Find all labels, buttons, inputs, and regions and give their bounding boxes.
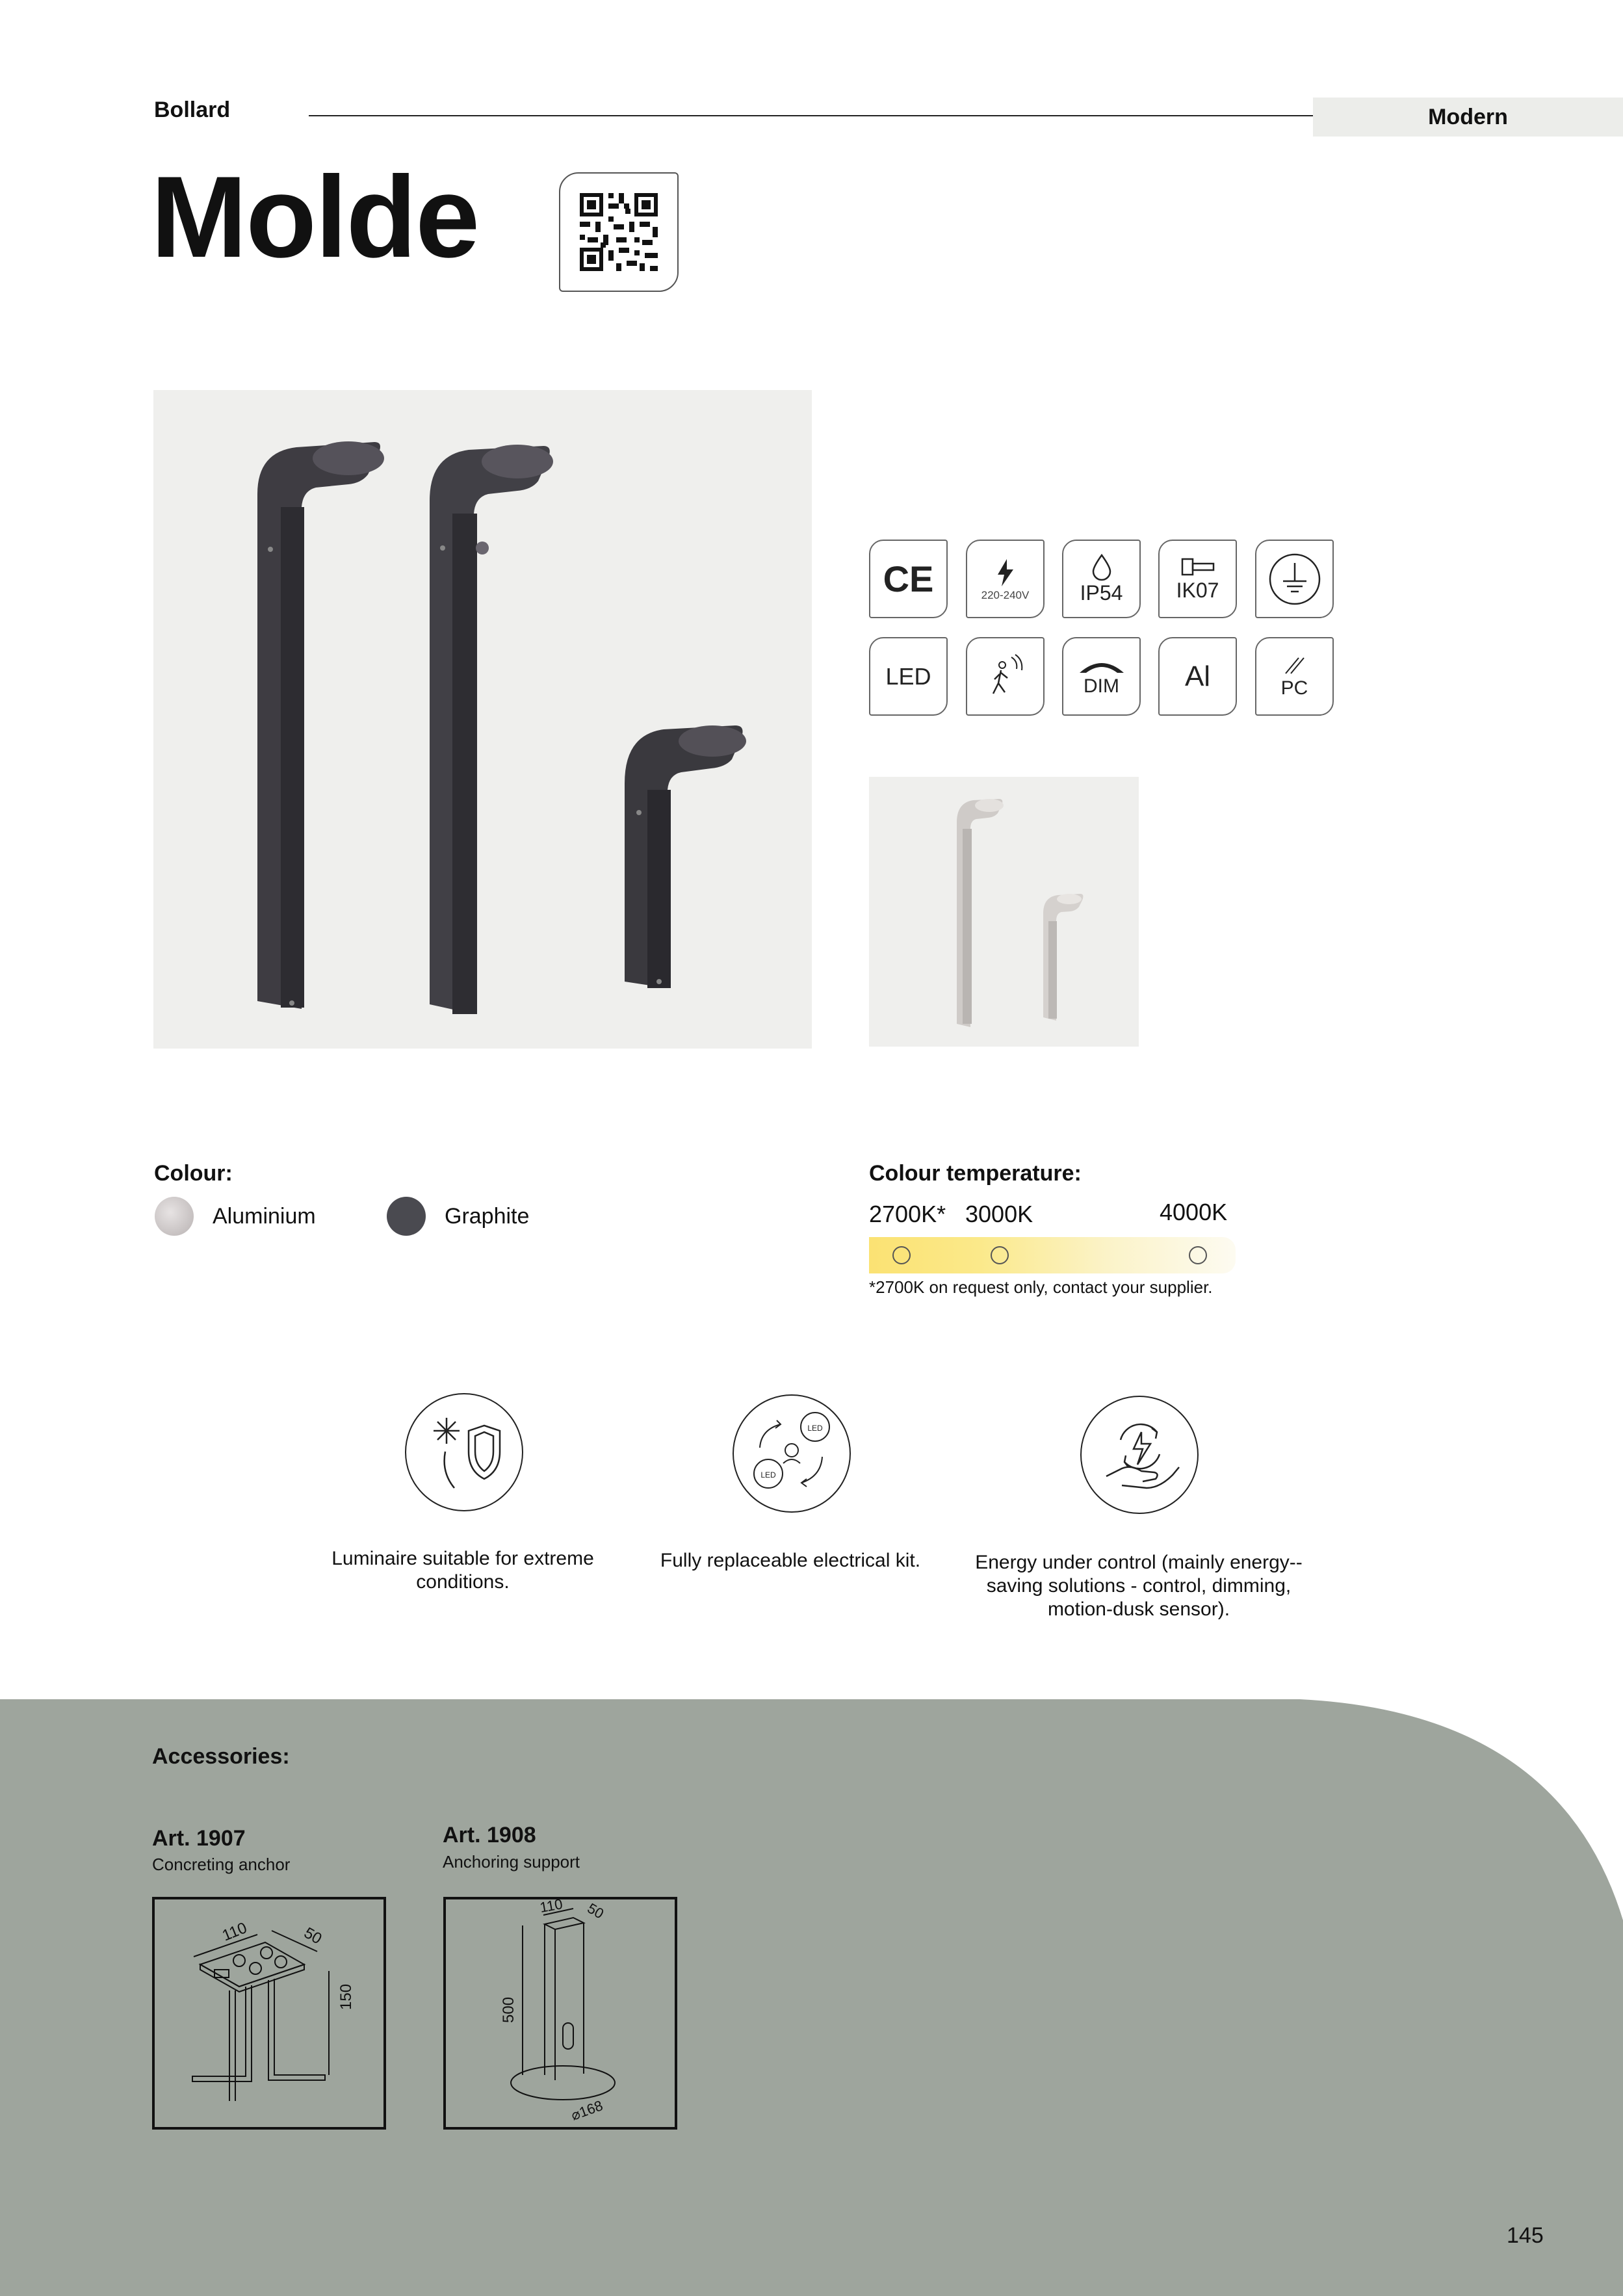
led-icon [869, 637, 948, 716]
temp-3000k-marker[interactable] [991, 1246, 1009, 1264]
category-label: Bollard [154, 98, 231, 122]
svg-text:LED: LED [760, 1470, 776, 1480]
temp-4000k-label: 4000K [1160, 1199, 1228, 1225]
polycarbonate-icon [1255, 637, 1334, 716]
dimmer-arc-icon [1076, 656, 1128, 675]
accessory-1908-desc: Anchoring support [443, 1852, 580, 1872]
accessory-1908-drawing [443, 1897, 677, 2130]
replaceable-kit-icon [733, 1394, 851, 1513]
qr-code-icon [560, 174, 677, 291]
impact-rating-label: IK07 [1176, 579, 1219, 602]
colour-name-aluminium: Aluminium [213, 1204, 316, 1229]
voltage-icon [966, 540, 1045, 618]
dim-150-label: 150 [337, 1983, 355, 2010]
voltage-label: 220-240V [981, 588, 1030, 601]
accessory-1907-drawing [152, 1897, 386, 2130]
temp-2700k-marker[interactable] [892, 1246, 911, 1264]
style-tab-label: Modern [1428, 104, 1508, 129]
motion-sensor-icon [966, 637, 1045, 716]
feature-replaceable-kit-text: Fully replaceable electrical kit. [660, 1550, 921, 1571]
temp-3000k-label: 3000K [965, 1201, 1033, 1227]
temp-2700k-label: 2700K* [869, 1201, 946, 1227]
dimmable-label: DIM [1084, 675, 1119, 697]
feature-energy-control-text: Energy under control (mainly energy--saving solutions - control, dimming, motion-dusk sensor). [975, 1552, 1303, 1620]
polycarbonate-label: PC [1280, 677, 1308, 699]
colour-temperature-scale [869, 1237, 1236, 1273]
colour-swatch-aluminium[interactable] [155, 1197, 194, 1236]
colour-label: Colour: [154, 1161, 233, 1186]
aluminium-label: Al [1184, 660, 1211, 692]
accessories-label: Accessories: [152, 1744, 290, 1769]
product-photo-aluminium [869, 777, 1139, 1047]
product-photo-graphite [153, 390, 812, 1049]
aluminium-material-icon [1158, 637, 1237, 716]
ce-mark-icon [869, 540, 948, 618]
qr-code[interactable] [559, 172, 679, 292]
led-label: LED [885, 662, 931, 690]
colour-temperature-note: *2700K on request only, contact your supplier. [869, 1277, 1213, 1297]
walking-person-icon [983, 651, 1028, 703]
water-drop-icon [1091, 553, 1113, 581]
ground-symbol-icon [1267, 551, 1323, 607]
lightning-bolt-icon [993, 556, 1019, 589]
colour-swatch-graphite[interactable] [387, 1197, 426, 1236]
dim-110-label: 110 [220, 1919, 250, 1945]
energy-control-icon [1080, 1396, 1199, 1514]
colour-temperature-label: Colour temperature: [869, 1161, 1082, 1186]
colour-name-graphite: Graphite [445, 1204, 530, 1229]
header-divider [309, 115, 1313, 116]
temp-4000k-marker[interactable] [1189, 1246, 1207, 1264]
accessory-1907-desc: Concreting anchor [152, 1855, 291, 1874]
style-tab [1313, 98, 1623, 137]
page-number: 145 [1507, 2223, 1544, 2248]
accessory-1907-title: Art. 1907 [152, 1826, 246, 1851]
dim-diameter-label: ⌀168 [569, 2097, 605, 2124]
accessory-1908-title: Art. 1908 [443, 1823, 536, 1847]
ip-rating-label: IP54 [1080, 581, 1123, 605]
svg-text:LED: LED [807, 1424, 823, 1433]
earth-ground-icon [1255, 540, 1334, 618]
dimmable-icon [1062, 637, 1141, 716]
extreme-conditions-icon [405, 1393, 523, 1511]
impact-rating-icon [1158, 540, 1237, 618]
dim-50-label: 50 [584, 1899, 607, 1922]
hammer-icon [1178, 555, 1217, 579]
dim-110-label: 110 [538, 1899, 564, 1916]
ip-rating-icon [1062, 540, 1141, 618]
dim-500-label: 500 [500, 1996, 517, 2023]
dim-50-label: 50 [301, 1924, 325, 1948]
diagonal-lines-icon [1282, 654, 1308, 677]
ce-mark-label: CE [883, 558, 934, 599]
product-title: Molde [151, 152, 479, 281]
feature-extreme-conditions-text: Luminaire suitable for extreme conditions. [331, 1548, 594, 1593]
